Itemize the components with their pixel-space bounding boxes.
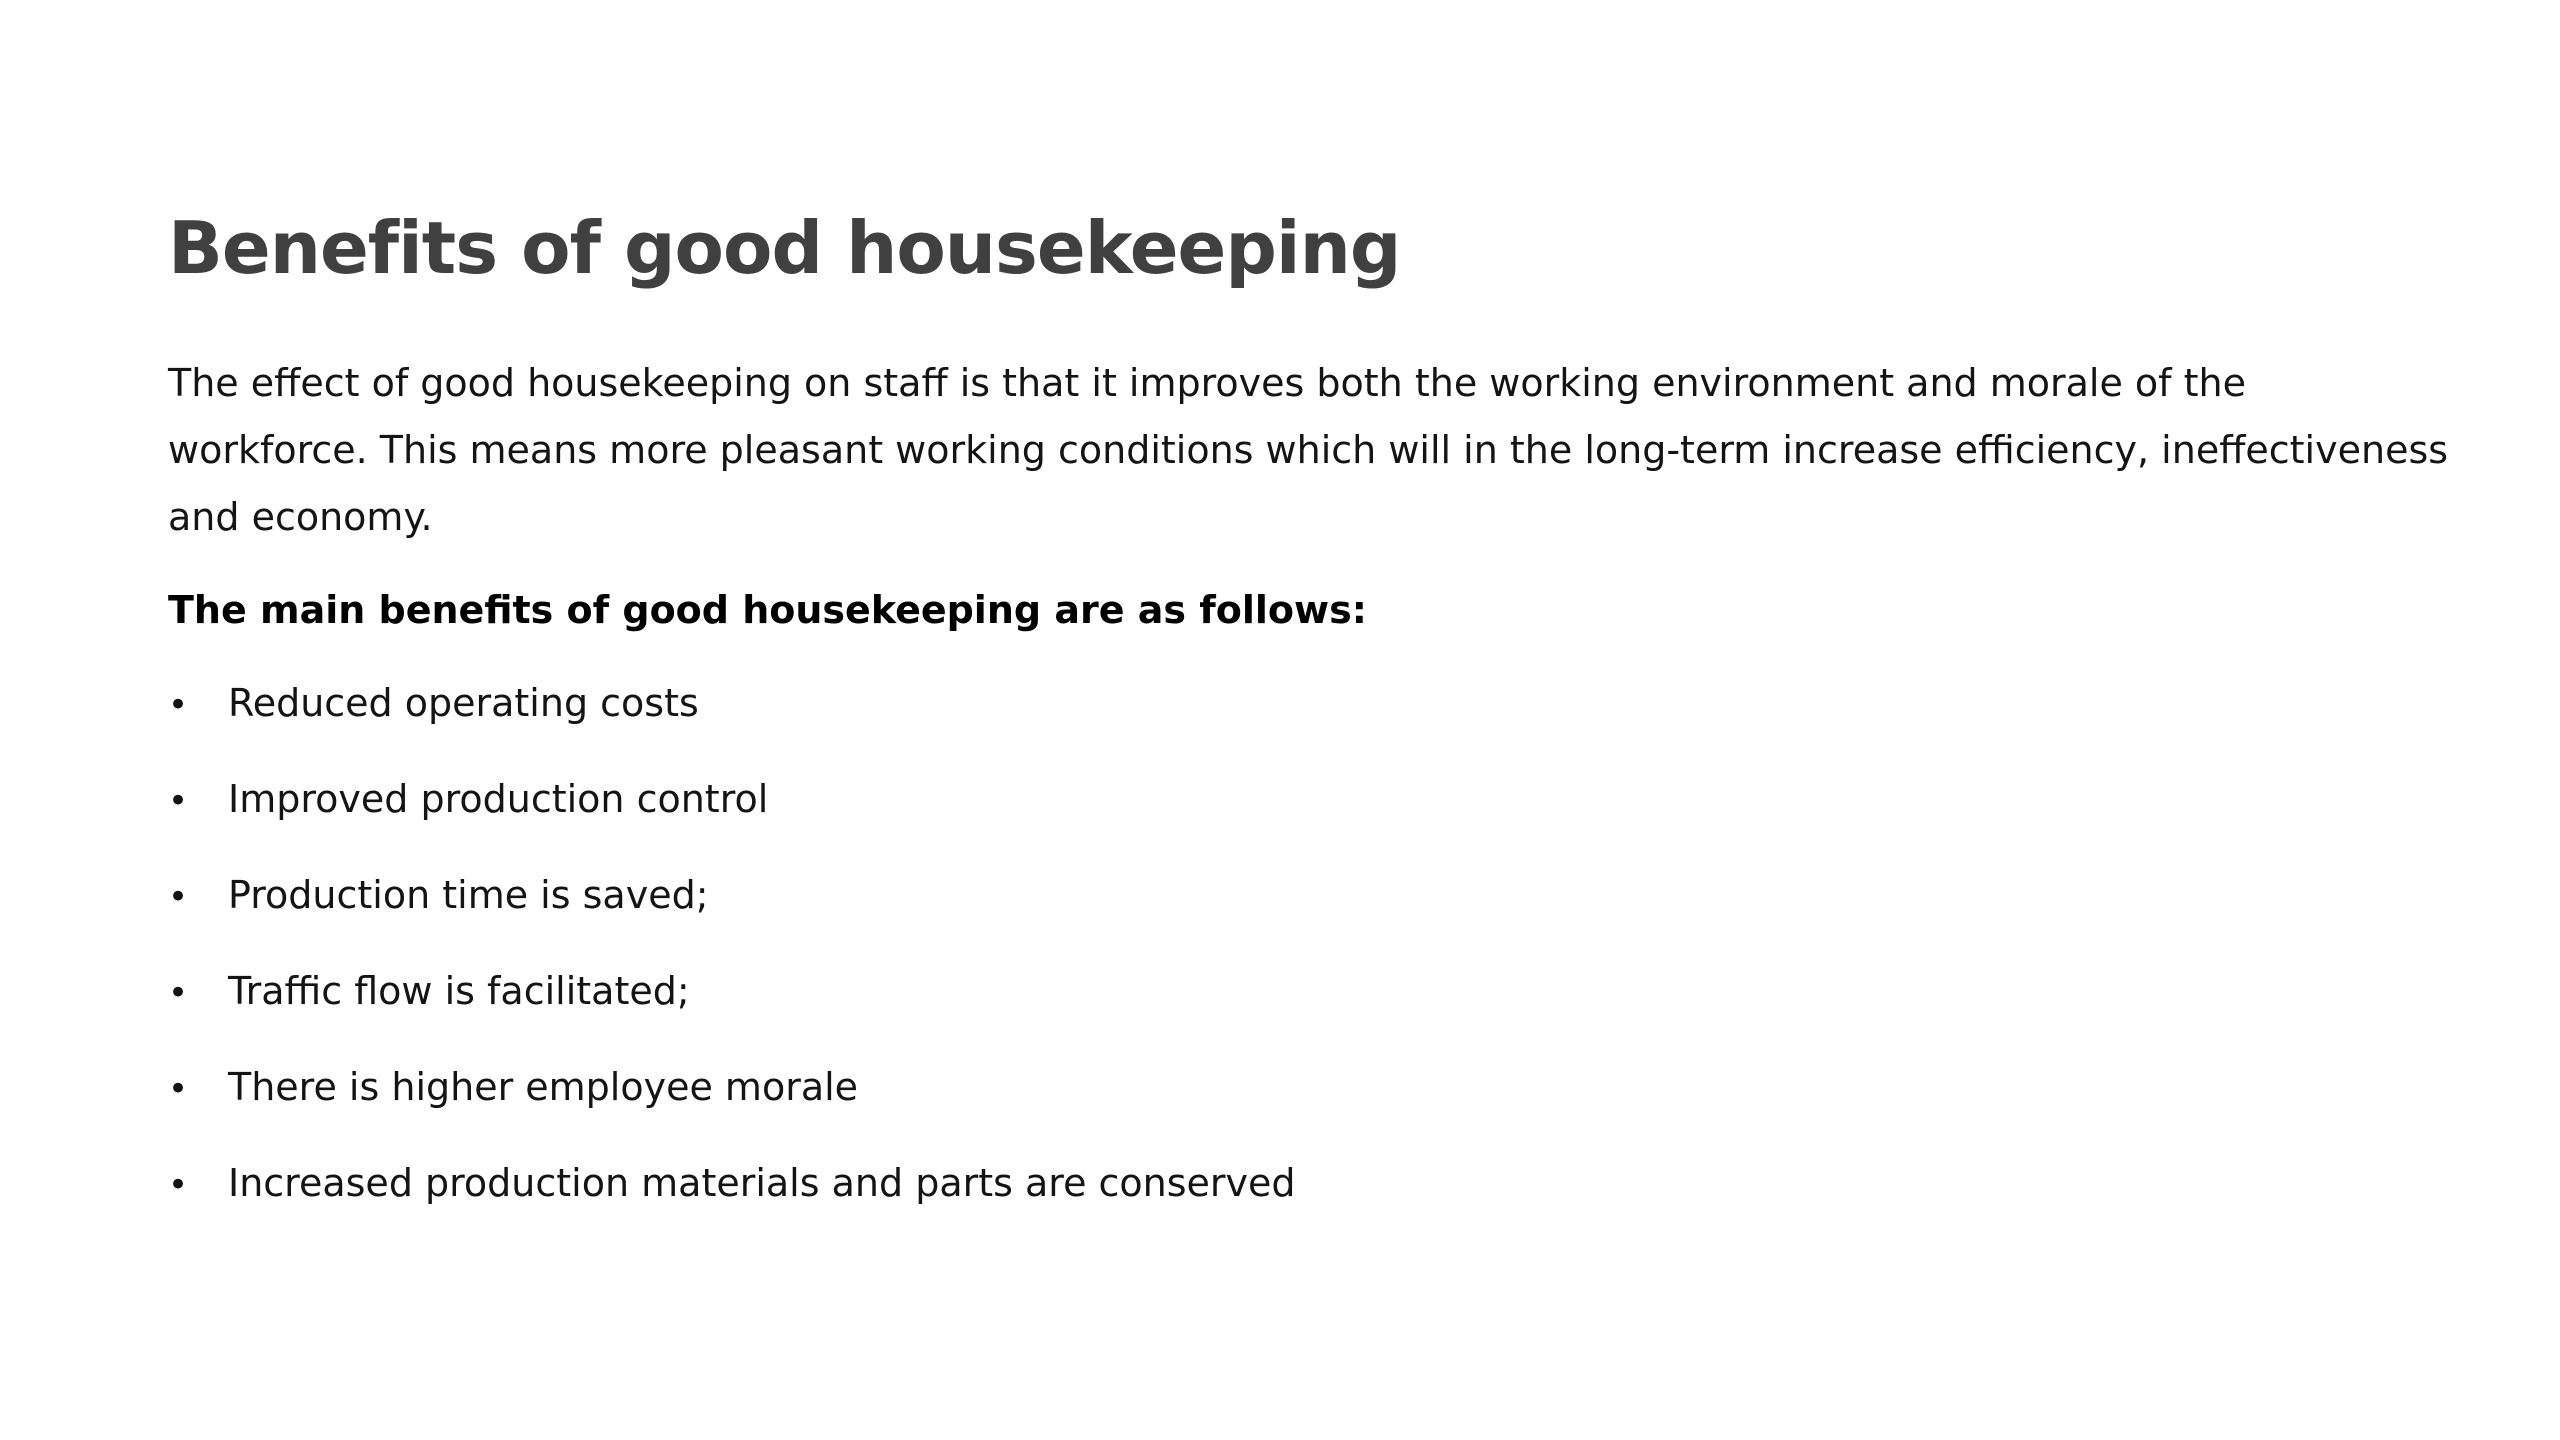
bullet-icon: • [168, 973, 189, 1013]
list-item [168, 958, 2450, 1027]
bullet-icon: • [168, 781, 189, 821]
bullet-icon: • [168, 1069, 189, 1109]
list-item-text: Increased production materials and parts are conserved [228, 1161, 1296, 1205]
benefits-heading: The main benefits of good housekeeping are as follows: [168, 588, 1367, 632]
list-item [168, 1054, 2450, 1123]
benefits-list [168, 670, 2450, 1219]
list-item-text: Reduced operating costs [228, 681, 699, 725]
intro-paragraph: The effect of good housekeeping on staff is that it improves both the working environment and morale of the workforce. This means more pleasant working conditions which will in the long-term increase efficiency, ineffectiveness and economy. [168, 361, 2449, 539]
list-item [168, 670, 2450, 739]
list-item-text: Production time is saved; [228, 873, 709, 917]
bullet-icon: • [168, 1165, 189, 1205]
list-item [168, 1150, 2450, 1219]
list-item [168, 862, 2450, 931]
list-item-text: There is higher employee morale [228, 1065, 859, 1109]
list-item [168, 766, 2450, 835]
slide-title: Benefits of good housekeeping [168, 206, 1401, 290]
bullet-icon: • [168, 877, 189, 917]
list-item-text: Traffic flow is facilitated; [228, 969, 690, 1013]
bullet-icon: • [168, 685, 189, 725]
list-item-text: Improved production control [228, 777, 769, 821]
